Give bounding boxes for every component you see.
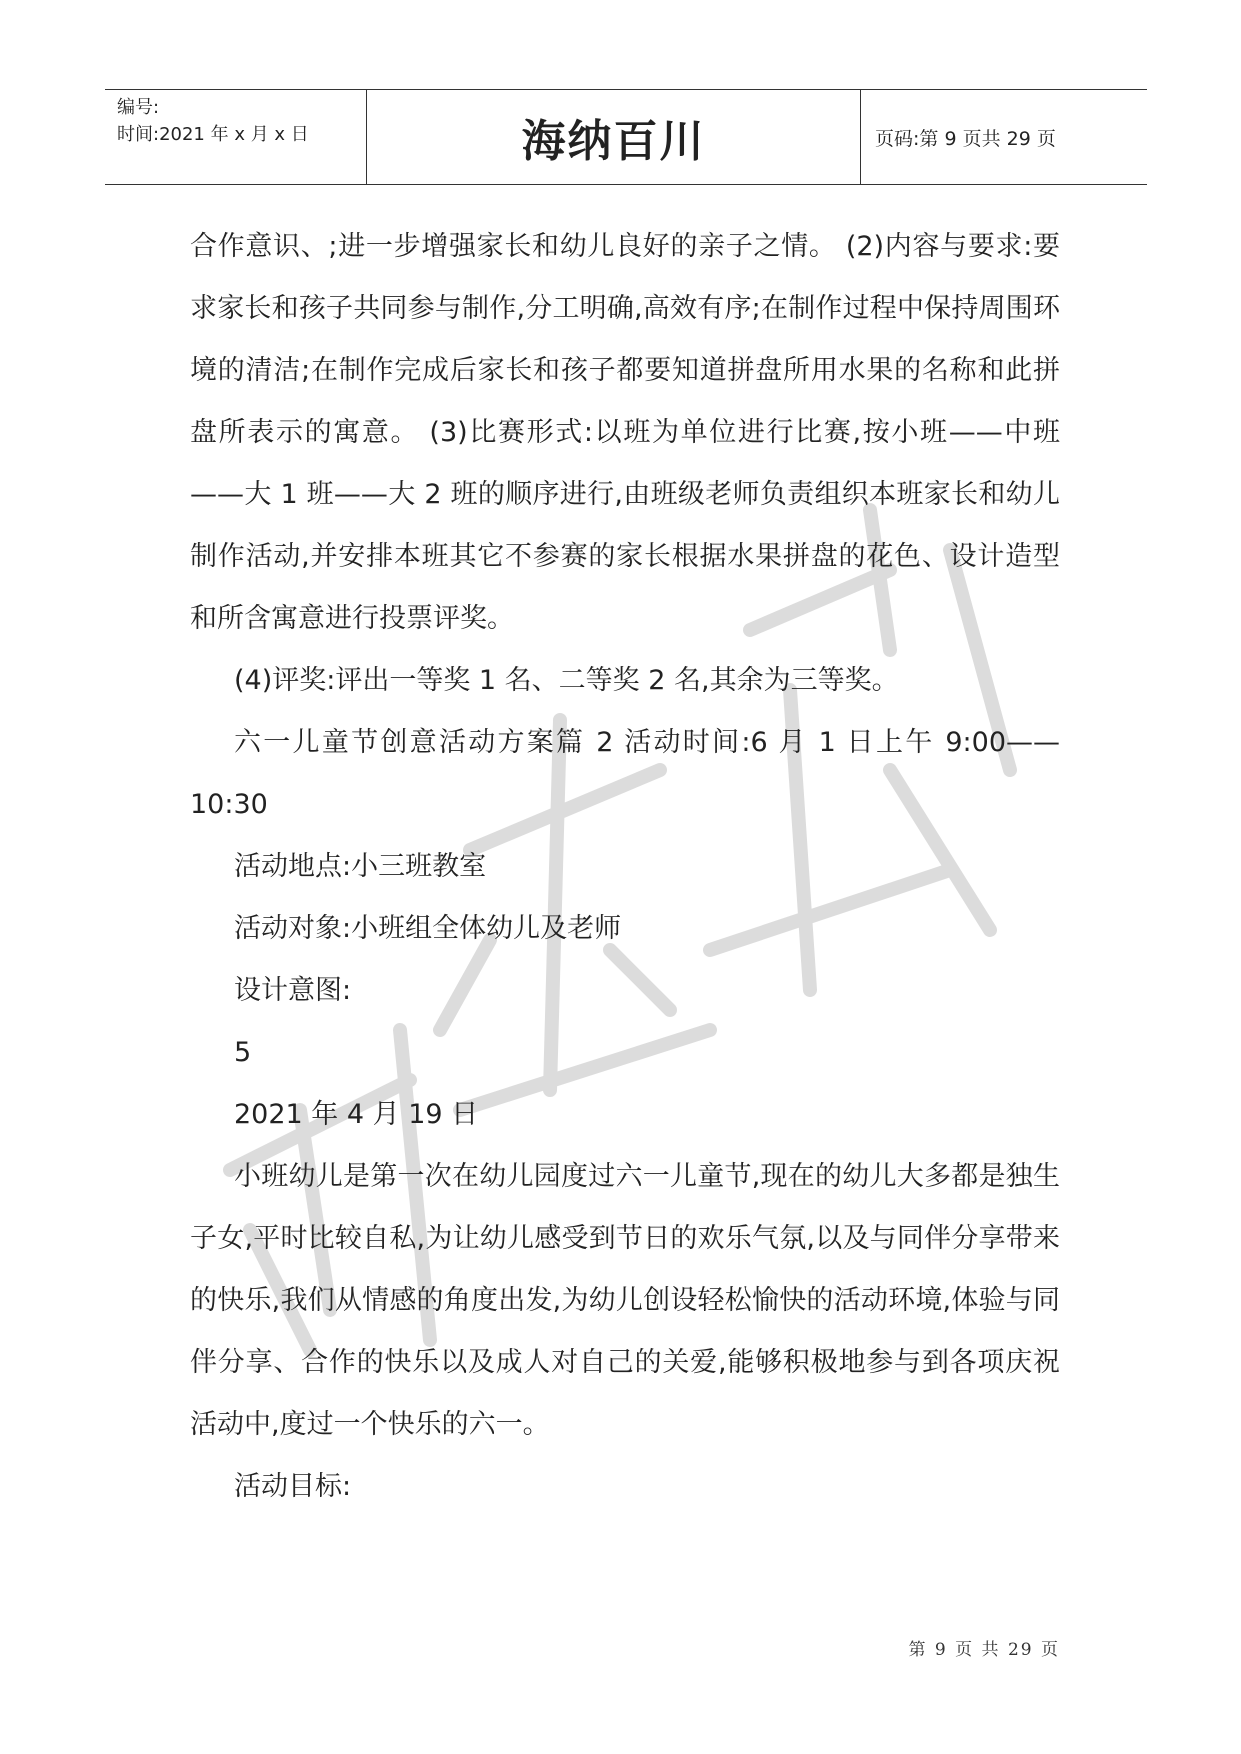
body-paragraph: 活动对象:小班组全体幼儿及老师: [234, 913, 622, 944]
header-title: 海纳百川: [521, 116, 706, 167]
header-meta: [105, 90, 367, 184]
document-body: [190, 216, 1060, 1518]
body-paragraph: 小班幼儿是第一次在幼儿园度过六一儿童节,现在的幼儿大多都是独生子女,平时比较自私,为让幼儿感受到节日的欢乐气氛,以及与同伴分享带来的快乐,我们从情感的角度出发,为幼儿创设轻松愉快的活动环境,体验与同伴分享、合作的快乐以及成人对自己的关爱,能够积极地参与到各项庆祝活动中,度过一个快乐的六一。: [190, 1161, 1060, 1440]
page-footer: 第 9 页 共 29 页: [908, 1640, 1060, 1660]
body-paragraph: (4)评奖:评出一等奖 1 名、二等奖 2 名,其余为三等奖。: [234, 665, 899, 696]
body-paragraph: 5: [234, 1037, 252, 1068]
body-paragraph: 活动目标:: [234, 1471, 352, 1502]
body-paragraph: 六一儿童节创意活动方案篇 2 活动时间:6 月 1 日上午 9:00——10:30: [190, 727, 1060, 820]
body-paragraph: 2021 年 4 月 19 日: [234, 1099, 479, 1130]
header-time-label: 时间:2021 年 x 月 x 日: [117, 124, 309, 145]
header-title-cell: [367, 90, 861, 184]
body-paragraph: 设计意图:: [234, 975, 352, 1006]
document-header: [105, 89, 1147, 185]
header-code-label: 编号:: [117, 97, 160, 118]
body-paragraph: 合作意识、;进一步增强家长和幼儿良好的亲子之情。 (2)内容与要求:要求家长和孩子共同参与制作,分工明确,高效有序;在制作过程中保持周围环境的清洁;在制作完成后家长和孩子都要知道拼盘所用水果的名称和此拼盘所表示的寓意。 (3)比赛形式:以班为单位进行比赛,按小班——中班——大 1 班——大 2 班的顺序进行,由班级老师负责组织本班家长和幼儿制作活动,并安排本班其它不参赛的家长根据水果拼盘的花色、设计造型和所含寓意进行投票评奖。: [190, 231, 1060, 634]
header-page-info: 页码:第 9 页共 29 页: [875, 127, 1056, 150]
body-paragraph: 活动地点:小三班教室: [234, 851, 487, 882]
